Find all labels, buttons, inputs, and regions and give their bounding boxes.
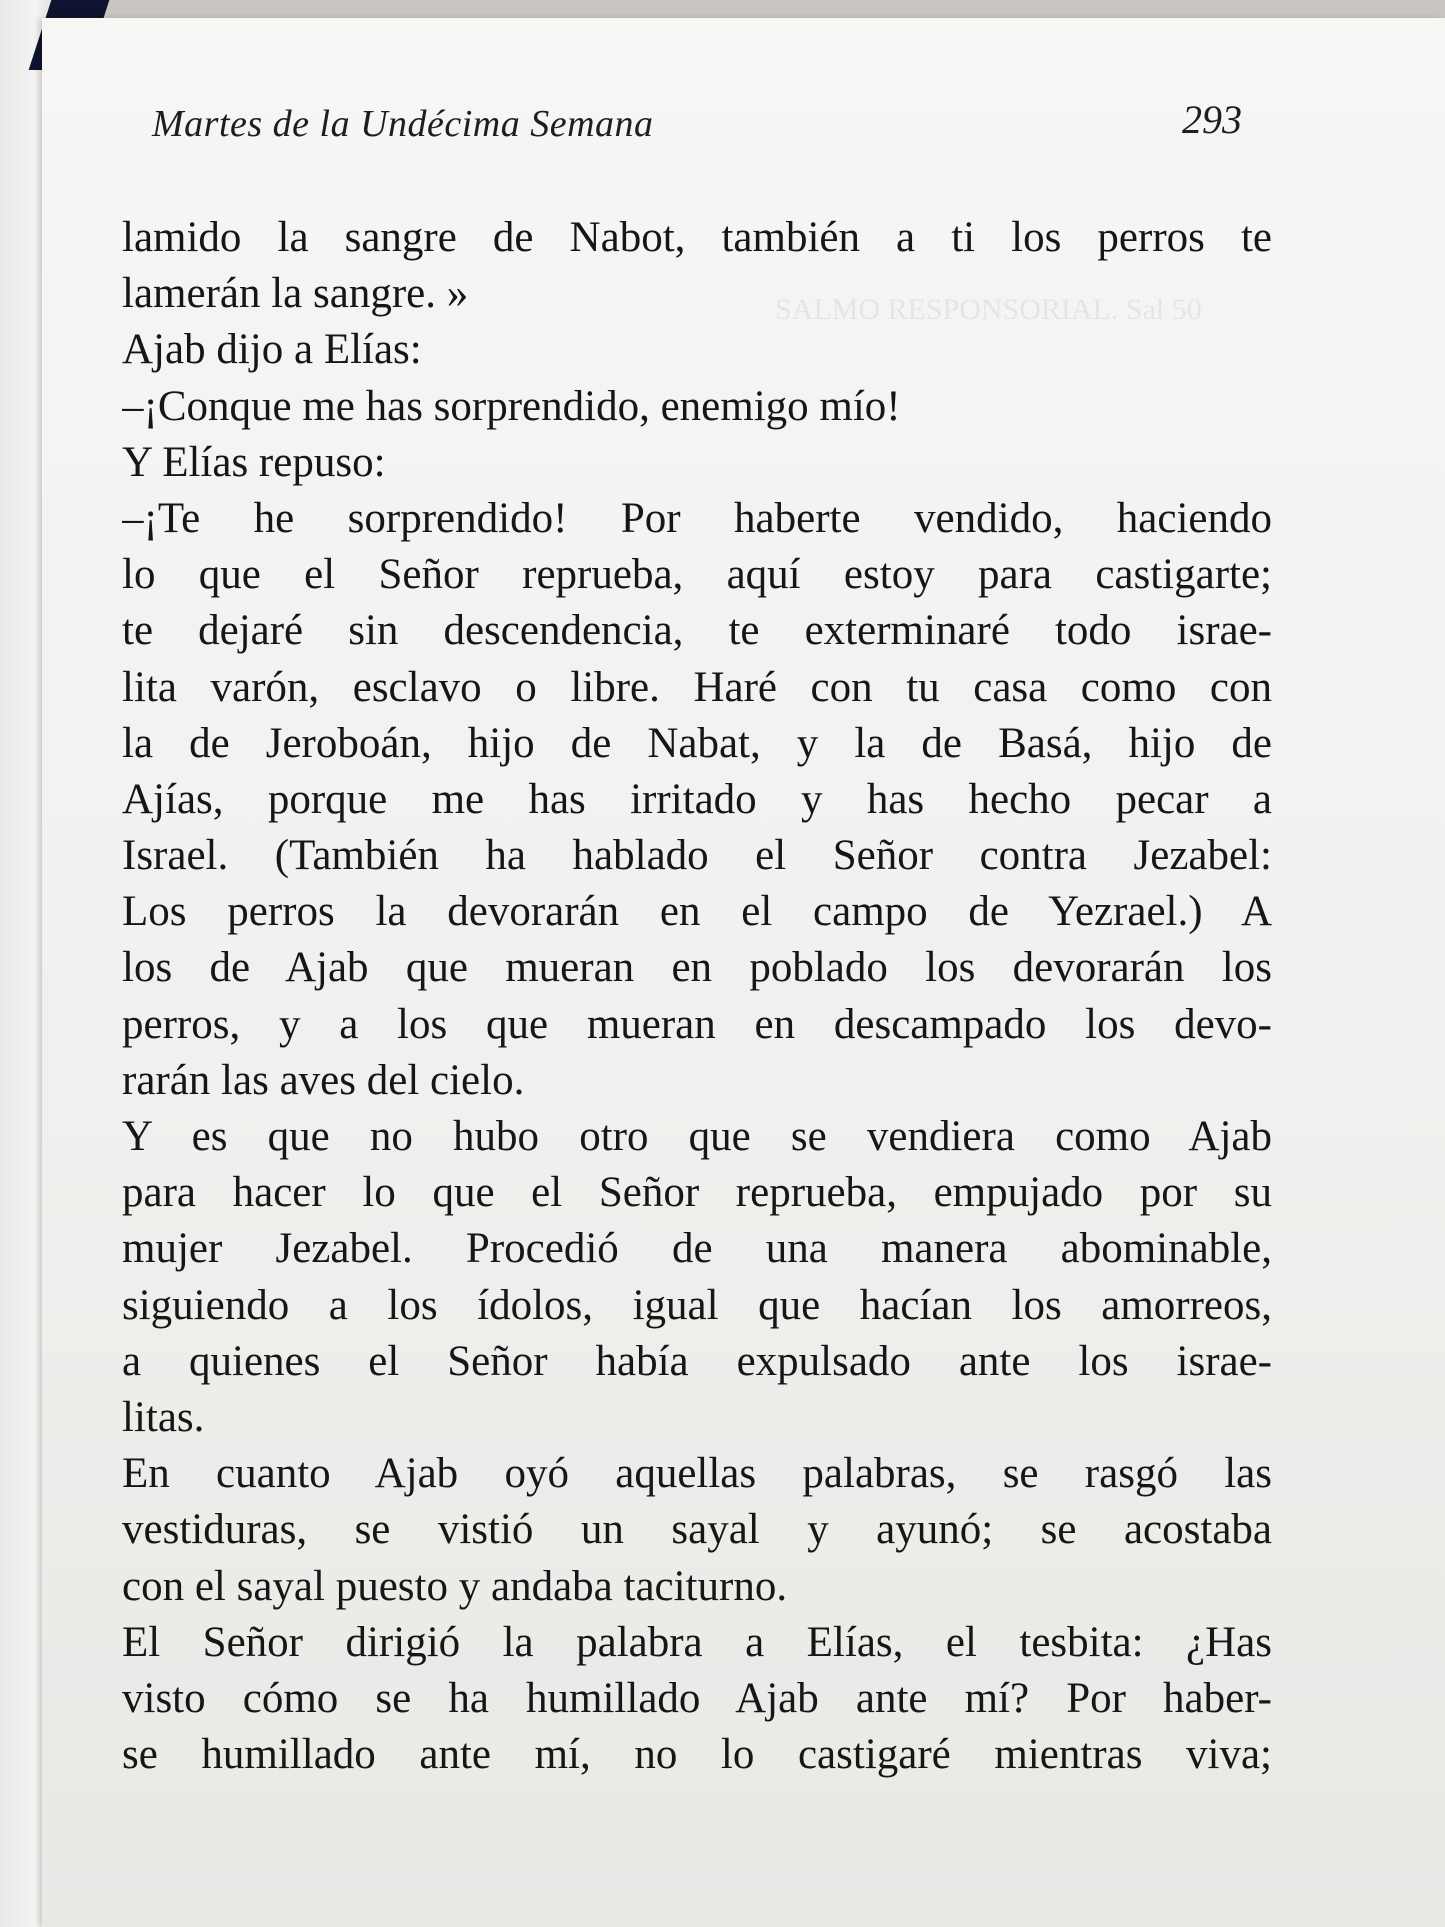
text-line: se humillado ante mí, no lo castigaré mientras viva; bbox=[122, 1731, 1272, 1779]
text-line: mujer Jezabel. Procedió de una manera abominable, bbox=[122, 1225, 1272, 1273]
text-line: siguiendo a los ídolos, igual que hacían los amorreos, bbox=[122, 1281, 1272, 1329]
text-line: lamerán la sangre. » bbox=[122, 270, 469, 318]
text-line: lita varón, esclavo o libre. Haré con tu casa como con bbox=[122, 663, 1272, 711]
text-line: la de Jeroboán, hijo de Nabat, y la de Basá, hijo de bbox=[122, 719, 1272, 767]
text-line: para hacer lo que el Señor reprueba, empujado por su bbox=[122, 1169, 1272, 1217]
text-line: visto cómo se ha humillado Ajab ante mí? Por haber- bbox=[122, 1674, 1272, 1722]
text-line: Y es que no hubo otro que se vendiera como Ajab bbox=[122, 1113, 1272, 1160]
text-line: rarán las aves del cielo. bbox=[122, 1056, 525, 1104]
body-text bbox=[122, 210, 1272, 1783]
text-line: lo que el Señor reprueba, aquí estoy para castigarte; bbox=[122, 551, 1272, 599]
text-line: vestiduras, se vistió un sayal y ayunó; se acostaba bbox=[122, 1506, 1272, 1554]
text-line: te dejaré sin descendencia, te exterminaré todo israe- bbox=[122, 607, 1272, 655]
text-line: con el sayal puesto y andaba taciturno. bbox=[122, 1562, 788, 1610]
running-head: Martes de la Undécima Semana bbox=[152, 103, 654, 145]
text-line: El Señor dirigió la palabra a Elías, el tesbita: ¿Has bbox=[122, 1618, 1272, 1666]
text-line: Los perros la devorarán en el campo de Yezrael.) A bbox=[122, 888, 1272, 936]
show-through-text: SALMO RESPONSORIAL. Sal 50 bbox=[775, 293, 1202, 326]
text-line: litas. bbox=[122, 1393, 205, 1441]
text-line: En cuanto Ajab oyó aquellas palabras, se rasgó las bbox=[122, 1450, 1272, 1498]
text-line: perros, y a los que mueran en descampado los devo- bbox=[122, 1000, 1272, 1048]
text-line: Israel. (También ha hablado el Señor contra Jezabel: bbox=[122, 832, 1272, 880]
text-line: los de Ajab que mueran en poblado los devorarán los bbox=[122, 944, 1272, 992]
text-line: a quienes el Señor había expulsado ante los israe- bbox=[122, 1337, 1272, 1385]
text-line: Ajías, porque me has irritado y has hecho pecar a bbox=[122, 775, 1272, 823]
text-line: Y Elías repuso: bbox=[122, 438, 386, 486]
page-number: 293 bbox=[1182, 97, 1242, 142]
page-header bbox=[152, 96, 1242, 156]
text-line: –¡Conque me has sorprendido, enemigo mío! bbox=[122, 382, 901, 430]
text-line: –¡Te he sorprendido! Por haberte vendido, haciendo bbox=[122, 494, 1272, 542]
text-line: Ajab dijo a Elías: bbox=[122, 326, 422, 374]
text-line: lamido la sangre de Nabot, también a ti los perros te bbox=[122, 214, 1272, 261]
